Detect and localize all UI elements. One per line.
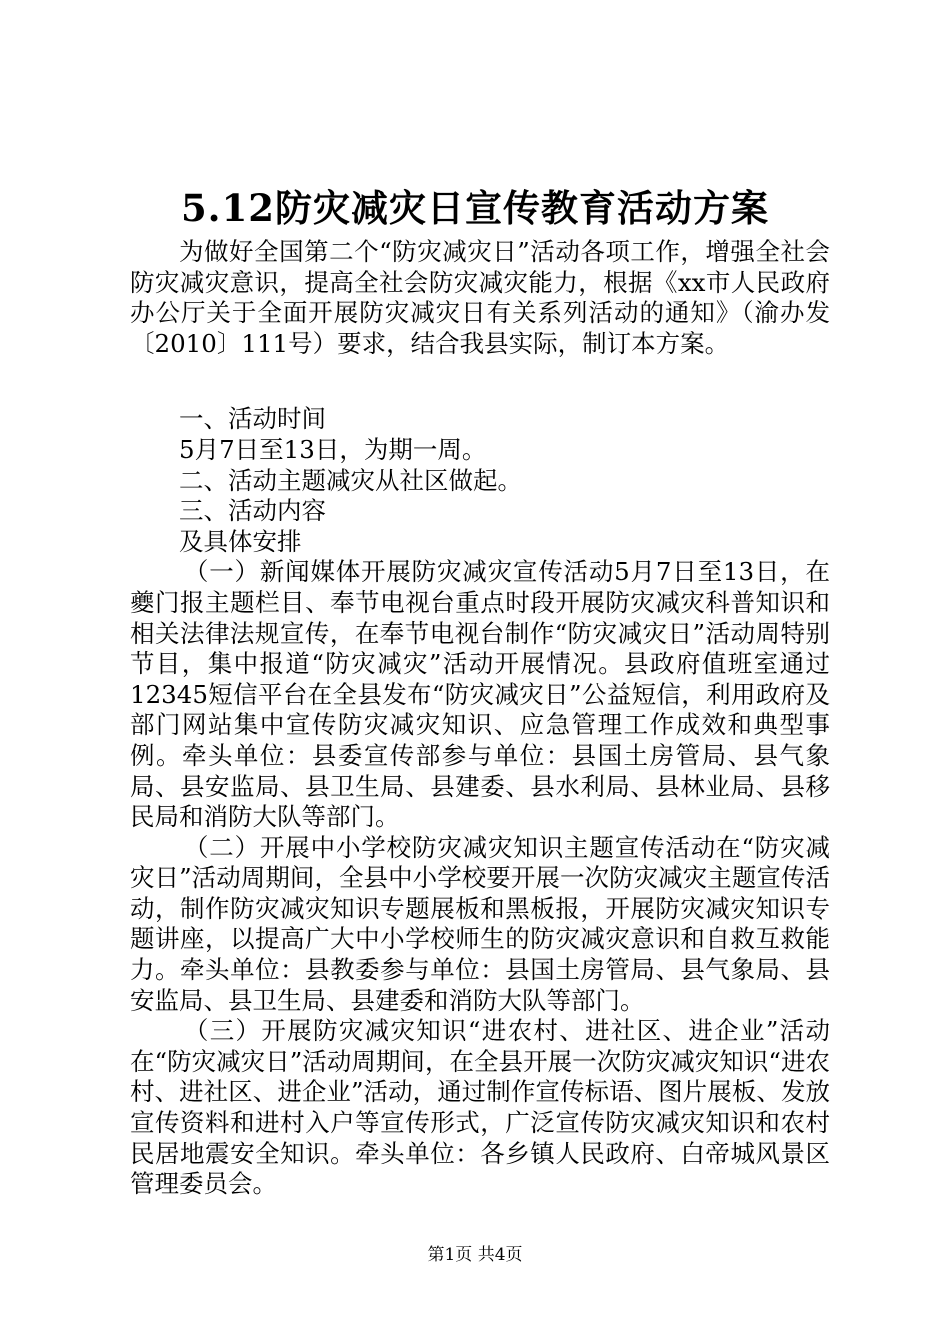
item3-paragraph: （三）开展防灾减灾知识“进农村、进社区、进企业”活动在“防灾减灾日”活动周期间，在全县开展一次防灾减灾知识“进农村、进社区、进企业”活动，通过制作宣传标语、图片展板、发放宣传资料和进村入户等宣传形式，广泛宣传防灾减灾知识和农村民居地震安全知识。牵头单位：各乡镇人民政府、白帝城风景区管理委员会。	[130, 1016, 830, 1199]
document-title: 5.12防灾减灾日宣传教育活动方案	[180, 186, 770, 230]
intro-paragraph: 为做好全国第二个“防灾减灾日”活动各项工作，增强全社会防灾减灾意识，提高全社会防灾减灾能力，根据《xx市人民政府办公厅关于全面开展防灾减灾日有关系列活动的通知》（渝办发〔2010〕111号）要求，结合我县实际，制订本方案。	[130, 237, 830, 358]
page-footer: 第1页 共4页	[427, 1245, 523, 1265]
section3-heading: 三、活动内容	[179, 496, 326, 526]
section1-heading: 一、活动时间	[179, 404, 326, 434]
section3-subheading: 及具体安排	[179, 526, 302, 556]
item1-paragraph: （一）新闻媒体开展防灾减灾宣传活动5月7日至13日，在夔门报主题栏目、奉节电视台重点时段开展防灾减灾科普知识和相关法律法规宣传，在奉节电视台制作“防灾减灾日”活动周特别节目，集中报道“防灾减灾”活动开展情况。县政府值班室通过12345短信平台在全县发布“防灾减灾日”公益短信，利用政府及部门网站集中宣传防灾减灾知识、应急管理工作成效和典型事例。牵头单位：县委宣传部参与单位：县国土房管局、县气象局、县安监局、县卫生局、县建委、县水利局、县林业局、县移民局和消防大队等部门。	[130, 557, 830, 832]
document-body	[130, 237, 830, 1200]
section2-heading: 二、活动主题减灾从社区做起。	[179, 465, 522, 495]
item2-paragraph: （二）开展中小学校防灾减灾知识主题宣传活动在“防灾减灾日”活动周期间，全县中小学校要开展一次防灾减灾主题宣传活动，制作防灾减灾知识专题展板和黑板报，开展防灾减灾知识专题讲座，以提高广大中小学校师生的防灾减灾意识和自救互救能力。牵头单位：县教委参与单位：县国土房管局、县气象局、县安监局、县卫生局、县建委和消防大队等部门。	[130, 832, 830, 1015]
paragraph-gap	[130, 359, 830, 404]
section1-body: 5月7日至13日，为期一周。	[179, 434, 487, 464]
